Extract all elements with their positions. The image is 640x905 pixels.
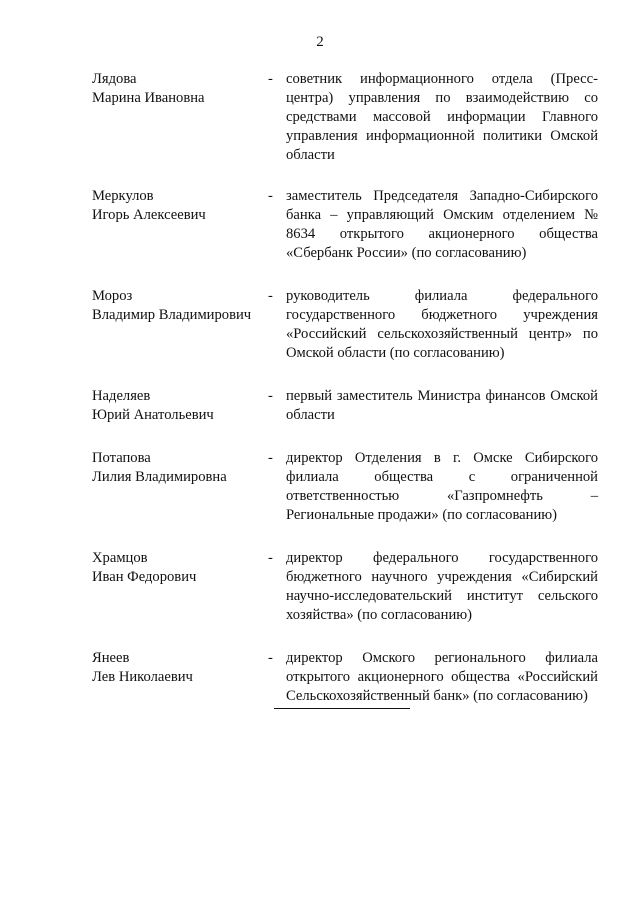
member-role: заместитель Председателя Западно-Сибирского банка – управляющий Омским отделением № 8634 открытого акционерного общества «Сбербанк России» (по согласованию) [286,188,598,261]
member-name [92,187,268,225]
member-entry [92,287,598,363]
member-entry [92,449,598,525]
member-role: руководитель филиала федерального государственного бюджетного учреждения «Российский сельскохозяйственный центр» по Омской области (по согласованию) [286,288,598,361]
member-role: директор Отделения в г. Омске Сибирского филиала общества с ограниченной ответственностью «Газпромнефть – Региональные продажи» (по согласованию) [286,450,598,523]
member-entry [92,70,598,165]
member-entry [92,549,598,625]
separator-dash: - [268,188,273,204]
member-surname: Меркулов [92,188,154,204]
member-given-names: Игорь Алексеевич [92,207,206,223]
member-given-names: Марина Ивановна [92,90,205,106]
member-role: директор Омского регионального филиала открытого акционерного общества «Российский Сельскохозяйственный банк» (по согласованию) [286,650,598,704]
member-surname: Лядова [92,71,137,87]
member-name [92,70,268,108]
member-surname: Мороз [92,288,133,304]
member-given-names: Лев Николаевич [92,669,193,685]
separator-dash: - [268,288,273,304]
separator-dash: - [268,71,273,87]
separator-dash: - [268,550,273,566]
page-number: 2 [316,34,324,50]
member-given-names: Юрий Анатольевич [92,407,214,423]
member-entry [92,649,598,706]
member-entry [92,187,598,263]
member-name [92,549,268,587]
member-role: директор федерального государственного бюджетного научного учреждения «Сибирский научно-исследовательский институт сельского хозяйства» (по согласованию) [286,550,598,623]
end-of-list-rule [274,708,410,709]
member-list [92,70,598,706]
member-name [92,387,268,425]
member-surname: Потапова [92,450,151,466]
member-surname: Наделяев [92,388,151,404]
separator-dash: - [268,650,273,666]
member-role: советник информационного отдела (Пресс-центра) управления по взаимодействию со средствами массовой информации Главного управления информационной политики Омской области [286,71,598,163]
member-role: первый заместитель Министра финансов Омской области [286,388,598,423]
member-given-names: Лилия Владимировна [92,469,227,485]
separator-dash: - [268,388,273,404]
member-given-names: Иван Федорович [92,569,197,585]
separator-dash: - [268,450,273,466]
member-surname: Храмцов [92,550,148,566]
member-name [92,287,268,325]
member-entry [92,387,598,425]
member-surname: Янеев [92,650,130,666]
member-name [92,449,268,487]
member-name [92,649,268,687]
member-given-names: Владимир Владимирович [92,307,252,323]
